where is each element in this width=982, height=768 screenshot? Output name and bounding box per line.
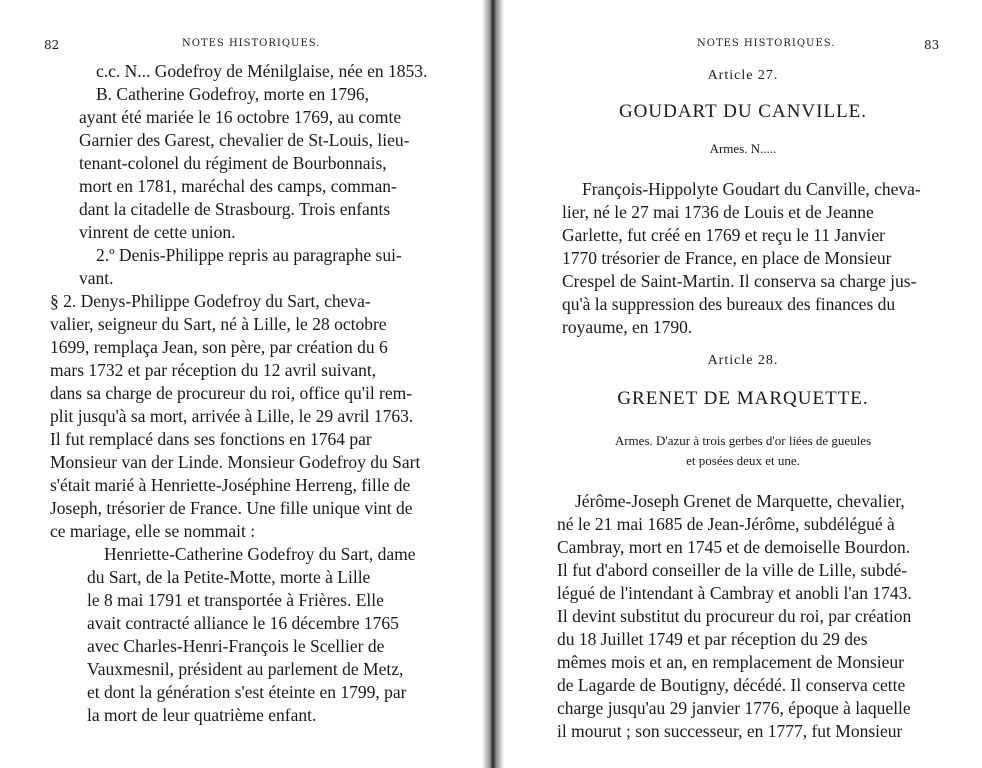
text-line: vinrent de cette union. bbox=[79, 222, 236, 242]
book-gutter bbox=[482, 0, 504, 768]
armes-line: et posées deux et une. bbox=[686, 453, 800, 468]
text-line: de Lagarde de Boutigny, décédé. Il conserva cette bbox=[557, 675, 906, 695]
text-line: Il fut d'abord conseiller de la ville de Lille, subdé- bbox=[557, 560, 908, 580]
text-line: 2.º Denis-Philippe repris au paragraphe sui- bbox=[96, 245, 402, 265]
text-line: charge jusqu'au 29 janvier 1776, époque à laquelle bbox=[557, 698, 911, 718]
text-line: François-Hippolyte Goudart du Canville, cheva- bbox=[582, 179, 921, 199]
page-number: 83 bbox=[924, 38, 940, 52]
text-line: qu'à la suppression des bureaux des finances du bbox=[562, 294, 896, 314]
text-line: du Sart, de la Petite-Motte, morte à Lille bbox=[87, 567, 371, 587]
text-line: § 2. Denys-Philippe Godefroy du Sart, cheva- bbox=[50, 291, 371, 311]
article-title: GRENET DE MARQUETTE. bbox=[617, 388, 869, 409]
text-line: Jérôme-Joseph Grenet de Marquette, chevalier, bbox=[575, 491, 905, 511]
text-line: il mourut ; son successeur, en 1777, fut Monsieur bbox=[557, 721, 903, 741]
article-heading: Article 28. bbox=[707, 353, 779, 368]
text-line: c.c. N... Godefroy de Ménilglaise, née en 1853. bbox=[96, 61, 428, 81]
text-line: la mort de leur quatrième enfant. bbox=[87, 705, 317, 725]
running-head: NOTES HISTORIQUES. bbox=[182, 38, 321, 49]
text-line: lier, né le 27 mai 1736 de Louis et de Jeanne bbox=[562, 202, 874, 222]
armes-line: Armes. D'azur à trois gerbes d'or liées de gueules bbox=[614, 433, 872, 448]
text-line: ayant été mariée le 16 octobre 1769, au comte bbox=[79, 107, 402, 127]
text-line: mars 1732 et par réception du 12 avril suivant, bbox=[50, 360, 377, 380]
text-line: valier, seigneur du Sart, né à Lille, le 28 octobre bbox=[50, 314, 387, 334]
text-line: mêmes mois et an, en remplacement de Monsieur bbox=[557, 652, 904, 672]
article-title: GOUDART DU CANVILLE. bbox=[618, 101, 868, 122]
running-head: NOTES HISTORIQUES. bbox=[697, 38, 836, 49]
text-line: Il devint substitut du procureur du roi, par création bbox=[557, 606, 912, 626]
text-line: 1699, remplaça Jean, son père, par création du 6 bbox=[50, 337, 388, 357]
text-line: B. Catherine Godefroy, morte en 1796, bbox=[96, 84, 369, 104]
text-line: mort en 1781, maréchal des camps, comman- bbox=[79, 176, 397, 196]
text-line: Cambray, mort en 1745 et de demoiselle Bourdon. bbox=[557, 537, 911, 557]
text-line: dant la citadelle de Strasbourg. Trois enfants bbox=[79, 199, 391, 219]
text-line: Il fut remplacé dans ses fonctions en 1764 par bbox=[50, 429, 372, 449]
text-line: né le 21 mai 1685 de Jean-Jérôme, subdélégué à bbox=[557, 514, 895, 534]
text-line: le 8 mai 1791 et transportée à Frières. Elle bbox=[87, 590, 384, 610]
text-line: Monsieur van der Linde. Monsieur Godefroy du Sart bbox=[50, 452, 421, 472]
text-line: du 18 Juillet 1749 et par réception du 29 des bbox=[557, 629, 868, 649]
article-heading: Article 27. bbox=[707, 68, 779, 83]
text-line: légué de l'intendant à Cambray et anobli l'an 1743. bbox=[557, 583, 912, 603]
text-line: s'était marié à Henriette-Joséphine Herreng, fille de bbox=[50, 475, 411, 495]
text-line: et dont la génération s'est éteinte en 1799, par bbox=[87, 682, 407, 702]
text-line: avait contracté alliance le 16 décembre 1765 bbox=[87, 613, 399, 633]
text-line: dans sa charge de procureur du roi, office qu'il rem- bbox=[50, 383, 413, 403]
text-line: Vauxmesnil, président au parlement de Metz, bbox=[87, 659, 404, 679]
text-line: Crespel de Saint-Martin. Il conserva sa charge jus- bbox=[562, 271, 917, 291]
text-line: avec Charles-Henri-François le Scellier de bbox=[87, 636, 385, 656]
text-line: Joseph, trésorier de France. Une fille unique vint de bbox=[50, 498, 413, 518]
text-line: ce mariage, elle se nommait : bbox=[50, 521, 256, 541]
text-line: Garlette, fut créé en 1769 et reçu le 11 Janvier bbox=[562, 225, 885, 245]
armes-line: Armes. N..... bbox=[709, 141, 777, 156]
right-page bbox=[504, 0, 982, 768]
text-line: tenant-colonel du régiment de Bourbonnais, bbox=[79, 153, 387, 173]
left-page bbox=[0, 0, 482, 768]
text-line: plit jusqu'à sa mort, arrivée à Lille, le 29 avril 1763. bbox=[50, 406, 414, 426]
text-line: vant. bbox=[79, 268, 114, 288]
page-number: 82 bbox=[44, 38, 60, 52]
text-line: 1770 trésorier de France, en place de Monsieur bbox=[562, 248, 892, 268]
text-line: royaume, en 1790. bbox=[562, 317, 693, 337]
text-line: Garnier des Garest, chevalier de St-Louis, lieu- bbox=[79, 130, 410, 150]
text-line: Henriette-Catherine Godefroy du Sart, dame bbox=[104, 544, 416, 564]
